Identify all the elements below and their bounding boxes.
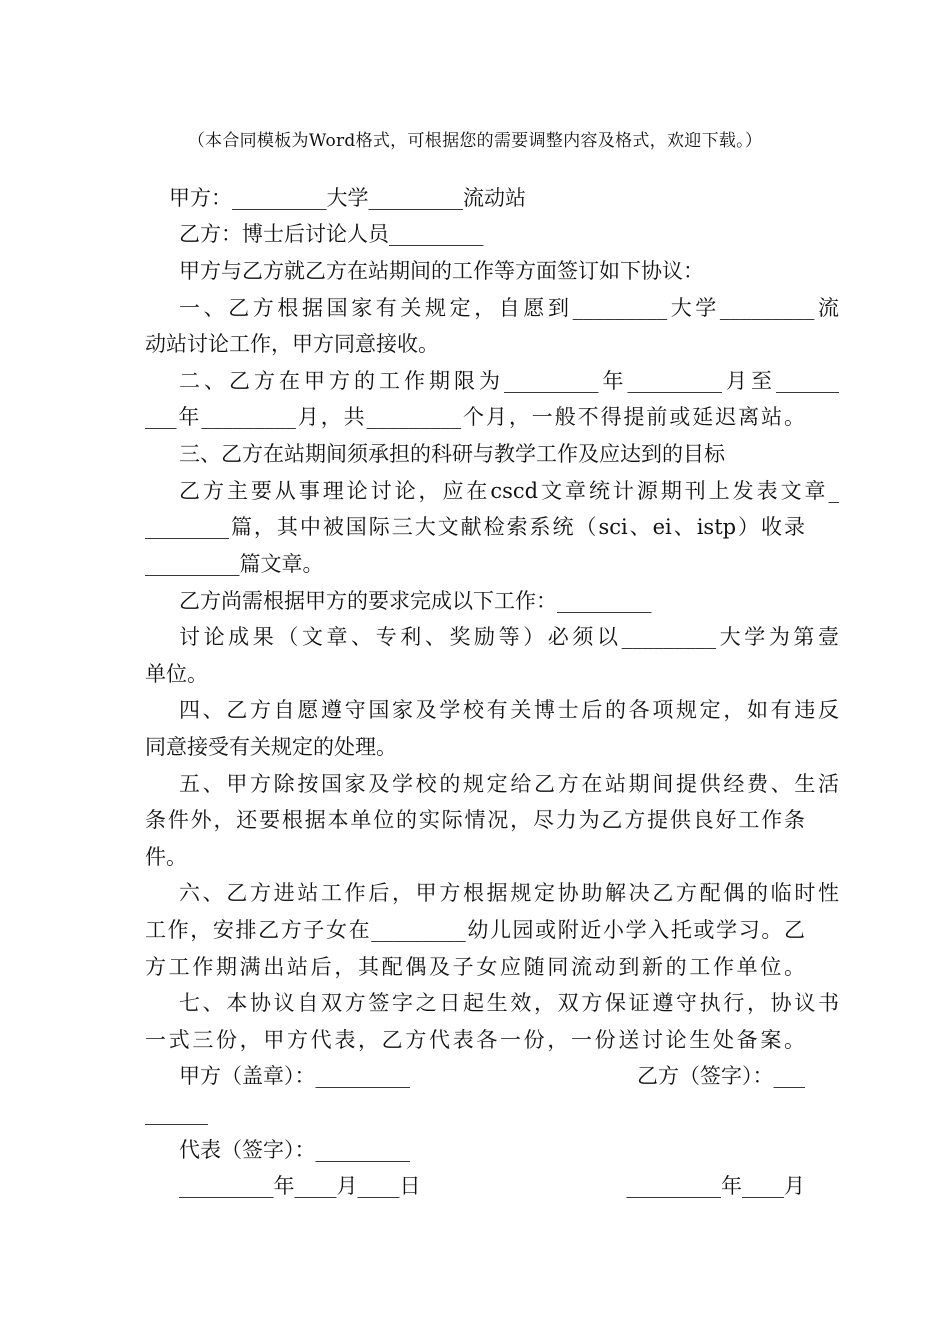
- clause-6-line-3: 方工作期满出站后，其配偶及子女应随同流动到新的工作单位。: [145, 955, 805, 979]
- party-b-signature: 乙方（签字）：___: [637, 1064, 805, 1088]
- party-a-seal: 甲方（盖章）：_________: [179, 1064, 410, 1088]
- party-b-line: 乙方：博士后讨论人员_________: [179, 222, 484, 246]
- clause-1-line-2: 动站讨论工作，甲方同意接收。: [145, 332, 439, 356]
- clause-2-line-2: ___年_________月，共_________个月，一般不得提前或延迟离站。: [145, 405, 805, 429]
- clause-4-line-2: 同意接受有关规定的处理。: [145, 735, 397, 759]
- template-note: （本合同模板为Word格式，可根据您的需要调整内容及格式，欢迎下载。）: [187, 131, 763, 151]
- clause-4-line-1: 四、乙方自愿遵守国家及学校有关博士后的各项规定，如有违反: [179, 698, 839, 722]
- party-a-line: 甲方：_________大学_________流动站: [169, 186, 526, 210]
- clause-3-results-line-1: 讨论成果（文章、专利、奖励等）必须以_________大学为第壹: [179, 625, 839, 649]
- party-b-signature-continued: ______: [145, 1101, 208, 1125]
- party-a-date: _________年____月____日: [179, 1174, 421, 1198]
- clause-7-line-1: 七、本协议自双方签字之日起生效，双方保证遵守执行，协议书: [179, 991, 839, 1015]
- clause-1-line-1: 一、乙方根据国家有关规定，自愿到_________大学_________流: [179, 296, 839, 320]
- clause-6-line-1: 六、乙方进站工作后，甲方根据规定协助解决乙方配偶的临时性: [179, 881, 839, 905]
- clause-3-heading: 三、乙方在站期间须承担的科研与教学工作及应达到的目标: [179, 442, 725, 466]
- clause-2-line-1: 二、乙方在甲方的工作期限为_________年_________月至______: [179, 369, 839, 393]
- clause-3-line-3: _________篇文章。: [145, 552, 324, 576]
- clause-5-line-1: 五、甲方除按国家及学校的规定给乙方在站期间提供经费、生活: [179, 772, 839, 796]
- clause-3-extra-work: 乙方尚需根据甲方的要求完成以下工作：_________: [179, 589, 652, 613]
- clause-3-line-2: ________篇，其中被国际三大文献检索系统（sci、ei、istp）收录: [145, 515, 805, 539]
- clause-5-line-3: 件。: [145, 845, 187, 869]
- clause-7-line-2: 一式三份，甲方代表，乙方代表各一份，一份送讨论生处备案。: [145, 1028, 805, 1052]
- party-b-date: _________年____月: [626, 1174, 805, 1198]
- representative-signature: 代表（签字）：_________: [179, 1138, 410, 1162]
- agreement-intro: 甲方与乙方就乙方在站期间的工作等方面签订如下协议：: [179, 259, 704, 283]
- clause-6-line-2: 工作，安排乙方子女在_________幼儿园或附近小学入托或学习。乙: [145, 918, 805, 942]
- clause-3-line-1: 乙方主要从事理论讨论，应在cscd文章统计源期刊上发表文章_: [179, 479, 839, 503]
- clause-5-line-2: 条件外，还要根据本单位的实际情况，尽力为乙方提供良好工作条: [145, 808, 805, 832]
- clause-3-results-line-2: 单位。: [145, 662, 208, 686]
